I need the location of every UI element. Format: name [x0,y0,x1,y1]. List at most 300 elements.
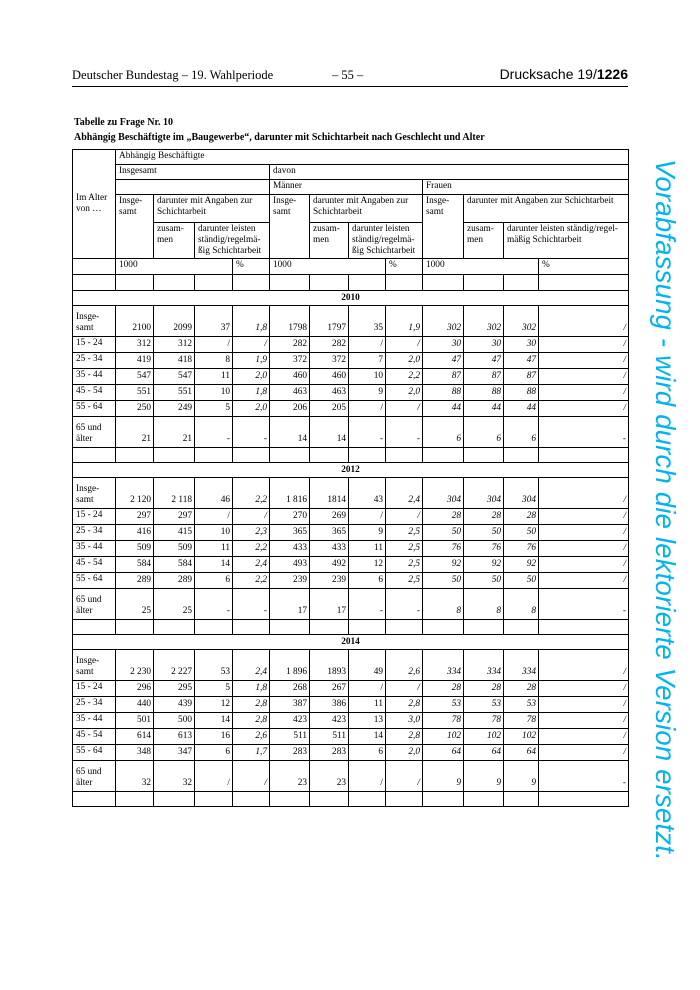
table-cell: 283 [310,745,349,761]
table-cell: 492 [310,557,349,573]
table-cell: 423 [270,713,310,729]
table-row [73,713,629,729]
table-cell: 289 [116,573,154,589]
table-cell: / [539,729,629,745]
table-cell: 304 [464,478,504,509]
table-cell: 2,5 [386,557,423,573]
table-cell: 64 [504,745,539,761]
age-group-label: Insge-samt [73,478,116,509]
table-cell: 9 [349,385,386,401]
frauen-leisten-header: darunter leisten ständig/regel-mäßig Schichtarbeit [504,223,629,259]
table-cell: 551 [116,385,154,401]
table-cell: 50 [464,525,504,541]
table-cell: 584 [116,557,154,573]
table-cell: 28 [464,681,504,697]
table-cell: 92 [423,557,464,573]
table-cell: 9 [504,761,539,792]
table-cell: - [349,417,386,448]
table-cell: 25 [154,589,195,620]
table-cell: 53 [423,697,464,713]
table-cell: 43 [349,478,386,509]
frauen-schicht-header: darunter mit Angaben zur Schichtarbeit [464,195,629,223]
insgesamt-group-header: Insgesamt [116,165,270,180]
table-cell: - [539,417,629,448]
table-cell: 6 [464,417,504,448]
frauen-total-header: Insge-samt [423,195,464,259]
table-row [73,681,629,697]
table-cell: 14 [195,557,233,573]
table-cell: 30 [423,337,464,353]
drucksache-id: 1226 [596,66,628,82]
table-cell: / [195,761,233,792]
table-cell: 21 [116,417,154,448]
age-group-label: 35 - 44 [73,541,116,557]
table-cell: 2,8 [386,729,423,745]
table-cell: 9 [464,761,504,792]
table-cell: 102 [504,729,539,745]
table-cell: / [233,509,270,525]
page-number: – 55 – [332,68,364,82]
age-column-header: Im Alter von … [73,150,116,259]
table-cell: / [386,509,423,525]
table-cell: 460 [270,369,310,385]
table-cell: 49 [349,650,386,681]
spacer-row [73,275,629,291]
table-cell: 547 [116,369,154,385]
table-cell: 2099 [154,306,195,337]
table-cell: 10 [349,369,386,385]
table-cell: 282 [310,337,349,353]
table-cell: / [539,478,629,509]
unit-maenner-1000: 1000 [270,259,386,275]
davon-header: davon [270,165,629,180]
table-cell: 433 [310,541,349,557]
table-cell: / [539,337,629,353]
table-cell: - [233,417,270,448]
table-cell: 2100 [116,306,154,337]
table-cell: / [539,353,629,369]
drucksache-number [500,66,628,82]
table-cell: 5 [195,681,233,697]
table-cell: 78 [464,713,504,729]
table-cell: 493 [270,557,310,573]
table-cell: / [539,369,629,385]
table-cell: 2,4 [386,478,423,509]
table-cell: - [386,589,423,620]
table-cell: / [539,306,629,337]
frauen-header: Frauen [423,180,629,195]
table-cell: 372 [270,353,310,369]
age-group-label: 55 - 64 [73,745,116,761]
table-cell: 53 [504,697,539,713]
table-cell: 509 [116,541,154,557]
table-cell: 283 [270,745,310,761]
table-cell: 102 [464,729,504,745]
table-cell: 78 [423,713,464,729]
table-cell: 312 [154,337,195,353]
insgesamt-group-spacer [116,180,270,195]
table-cell: 2,8 [233,697,270,713]
table-cell: 2,6 [233,729,270,745]
age-group-label: 65 und älter [73,761,116,792]
table-row [73,589,629,620]
table-cell: 1798 [270,306,310,337]
table-cell: 511 [270,729,310,745]
watermark-text: Vorabfassung - wird durch die lektorierte Version ersetzt. [650,159,681,861]
table-cell: / [386,681,423,697]
age-group-label: 15 - 24 [73,337,116,353]
table-cell: 1 896 [270,650,310,681]
table-cell: 372 [310,353,349,369]
table-cell: 44 [423,401,464,417]
table-cell: 87 [464,369,504,385]
table-cell: - [195,417,233,448]
table-row [73,541,629,557]
draft-watermark [640,100,690,920]
table-cell: 23 [270,761,310,792]
table-cell: - [539,589,629,620]
age-group-label: 45 - 54 [73,385,116,401]
table-cell: - [539,761,629,792]
table-cell: 205 [310,401,349,417]
table-cell: 2 120 [116,478,154,509]
table-cell: 78 [504,713,539,729]
table-cell: 423 [310,713,349,729]
table-cell: 44 [464,401,504,417]
table-cell: 28 [423,509,464,525]
table-cell: 2,2 [233,573,270,589]
table-cell: 2,8 [386,697,423,713]
table-cell: 547 [154,369,195,385]
insgesamt-schicht-header: darunter mit Angaben zur Schichtarbeit [154,195,270,223]
table-cell: 76 [423,541,464,557]
insgesamt-leisten-header: darunter leisten ständig/regelmä-ßig Schichtarbeit [195,223,270,259]
table-cell: 365 [310,525,349,541]
table-cell: 1,9 [386,306,423,337]
table-cell: - [386,417,423,448]
table-cell: 11 [195,541,233,557]
table-cell: 1,7 [233,745,270,761]
table-cell: 6 [195,573,233,589]
table-cell: / [539,509,629,525]
table-cell: 267 [310,681,349,697]
year-label: 2010 [73,291,629,306]
table-cell: 334 [504,650,539,681]
table-cell: / [539,681,629,697]
year-row [73,291,629,306]
table-cell: 11 [349,541,386,557]
drucksache-prefix: 19/ [577,66,597,82]
table-cell: 46 [195,478,233,509]
table-row [73,369,629,385]
table-row [73,761,629,792]
table-cell: 304 [423,478,464,509]
table-cell: 14 [349,729,386,745]
table-cell: 2,2 [233,478,270,509]
table-cell: 614 [116,729,154,745]
table-cell: 12 [195,697,233,713]
table-cell: 87 [504,369,539,385]
table-cell: / [349,509,386,525]
table-cell: 295 [154,681,195,697]
table-cell: 44 [504,401,539,417]
table-cell: 9 [349,525,386,541]
table-cell: / [539,745,629,761]
table-cell: 13 [349,713,386,729]
table-cell: 460 [310,369,349,385]
table-cell: 88 [464,385,504,401]
unit-frauen-pct: % [539,259,629,275]
table-cell: 7 [349,353,386,369]
table-cell: 87 [423,369,464,385]
table-cell: 302 [464,306,504,337]
table-cell: 2,0 [386,745,423,761]
table-cell: 304 [504,478,539,509]
table-cell: 8 [423,589,464,620]
table-cell: 296 [116,681,154,697]
table-cell: 8 [195,353,233,369]
table-cell: / [539,525,629,541]
table-cell: 439 [154,697,195,713]
table-cell: 289 [154,573,195,589]
page-header [72,66,628,87]
table-cell: 1,8 [233,306,270,337]
table-cell: 30 [464,337,504,353]
table-cell: 32 [116,761,154,792]
table-cell: 2,5 [386,573,423,589]
table-row [73,509,629,525]
table-row [73,729,629,745]
table-cell: 47 [423,353,464,369]
table-cell: 501 [116,713,154,729]
table-row [73,650,629,681]
table-cell: 5 [195,401,233,417]
table-caption-subtitle: Abhängig Beschäftigte im „Baugewerbe“, darunter mit Schichtarbeit nach Geschlecht und Alter [74,132,485,143]
table-row [73,525,629,541]
table-cell: 387 [270,697,310,713]
table-cell: 1814 [310,478,349,509]
age-group-label: 25 - 34 [73,697,116,713]
table-cell: 102 [423,729,464,745]
spacer-row [73,620,629,635]
table-cell: 348 [116,745,154,761]
table-cell: / [539,385,629,401]
table-cell: 76 [464,541,504,557]
table-cell: 2 118 [154,478,195,509]
table-cell: 334 [464,650,504,681]
year-label: 2012 [73,463,629,478]
table-cell: 2,5 [386,525,423,541]
table-cell: 270 [270,509,310,525]
table-cell: 6 [349,573,386,589]
table-cell: 50 [423,525,464,541]
table-cell: 239 [270,573,310,589]
age-group-label: 25 - 34 [73,353,116,369]
table-cell: 416 [116,525,154,541]
table-cell: 584 [154,557,195,573]
unit-maenner-pct: % [386,259,423,275]
table-cell: 53 [195,650,233,681]
table-row [73,417,629,448]
table-cell: 28 [464,509,504,525]
table-cell: 11 [195,369,233,385]
table-cell: 269 [310,509,349,525]
table-cell: 302 [504,306,539,337]
header-publication: Deutscher Bundestag – 19. Wahlperiode [72,68,274,82]
insgesamt-zusammen-header: zusam-men [154,223,195,259]
table-cell: 8 [464,589,504,620]
table-row [73,401,629,417]
unit-insgesamt-pct: % [233,259,270,275]
table-cell: 302 [423,306,464,337]
table-cell: 6 [423,417,464,448]
table-cell: 1,9 [233,353,270,369]
table-cell: - [233,589,270,620]
table-cell: 268 [270,681,310,697]
table-cell: 3,0 [386,713,423,729]
table-cell: 28 [423,681,464,697]
age-group-label: 65 und älter [73,417,116,448]
table-cell: / [539,401,629,417]
table-cell: 2 227 [154,650,195,681]
table-row [73,557,629,573]
table-cell: 463 [310,385,349,401]
spacer-row [73,448,629,463]
table-cell: 2,2 [233,541,270,557]
table-cell: 415 [154,525,195,541]
age-group-label: 45 - 54 [73,557,116,573]
table-cell: 23 [310,761,349,792]
table-cell: 2,0 [233,401,270,417]
table-cell: 35 [349,306,386,337]
table-cell: 10 [195,385,233,401]
table-cell: 2,5 [386,541,423,557]
table-cell: 88 [423,385,464,401]
table-row [73,353,629,369]
table-cell: 511 [310,729,349,745]
table-cell: 312 [116,337,154,353]
table-cell: 30 [504,337,539,353]
table-cell: / [539,573,629,589]
table-cell: 250 [116,401,154,417]
table-cell: / [539,557,629,573]
table-cell: 6 [349,745,386,761]
table-cell: / [539,541,629,557]
age-group-label: 45 - 54 [73,729,116,745]
table-cell: 1,8 [233,681,270,697]
table-row [73,573,629,589]
table-cell: 509 [154,541,195,557]
frauen-zusammen-header: zusam-men [464,223,504,259]
table-cell: / [386,401,423,417]
table-cell: 418 [154,353,195,369]
age-group-label: 35 - 44 [73,369,116,385]
table-cell: / [233,761,270,792]
table-cell: 419 [116,353,154,369]
table-cell: 334 [423,650,464,681]
table-cell: 10 [195,525,233,541]
maenner-zusammen-header: zusam-men [310,223,349,259]
table-cell: / [349,401,386,417]
table-cell: 2,6 [386,650,423,681]
table-cell: / [386,761,423,792]
maenner-schicht-header: darunter mit Angaben zur Schichtarbeit [310,195,423,223]
table-cell: 17 [310,589,349,620]
table-cell: 11 [349,697,386,713]
maenner-header: Männer [270,180,423,195]
table-cell: 92 [464,557,504,573]
table-cell: 463 [270,385,310,401]
age-group-label: 35 - 44 [73,713,116,729]
table-cell: 17 [270,589,310,620]
table-cell: 47 [504,353,539,369]
table-cell: 1 816 [270,478,310,509]
table-cell: 64 [464,745,504,761]
table-cell: 53 [464,697,504,713]
table-cell: 433 [270,541,310,557]
table-cell: 1893 [310,650,349,681]
table-cell: / [195,337,233,353]
table-cell: 14 [310,417,349,448]
table-cell: 37 [195,306,233,337]
drucksache-label: Drucksache [499,66,574,82]
table-row [73,385,629,401]
table-cell: 25 [116,589,154,620]
age-group-label: Insge-samt [73,306,116,337]
table-cell: 6 [504,417,539,448]
spacer-row [73,792,629,807]
table-cell: 28 [504,681,539,697]
table-cell: 2,4 [233,650,270,681]
table-cell: 2,3 [233,525,270,541]
table-row [73,745,629,761]
table-cell: 88 [504,385,539,401]
age-group-label: 25 - 34 [73,525,116,541]
table-cell: 92 [504,557,539,573]
table-cell: 21 [154,417,195,448]
unit-insgesamt-1000: 1000 [116,259,233,275]
table-cell: - [349,589,386,620]
table-cell: 386 [310,697,349,713]
table-cell: 2,4 [233,557,270,573]
abhaengig-header: Abhängig Beschäftigte [116,150,629,165]
table-cell: / [539,650,629,681]
table-cell: 500 [154,713,195,729]
age-group-label: Insge-samt [73,650,116,681]
table-cell: / [195,509,233,525]
table-row [73,697,629,713]
table-cell: / [349,761,386,792]
age-group-label: 15 - 24 [73,681,116,697]
table-cell: 1797 [310,306,349,337]
table-caption-title: Tabelle zu Frage Nr. 10 [74,117,173,128]
table-cell: 551 [154,385,195,401]
year-row [73,635,629,650]
unit-spacer [73,259,116,275]
unit-frauen-1000: 1000 [423,259,539,275]
data-table [72,149,629,807]
table-cell: / [349,337,386,353]
table-cell: 8 [504,589,539,620]
table-cell: / [349,681,386,697]
table-cell: 47 [464,353,504,369]
table-cell: 9 [423,761,464,792]
age-group-label: 55 - 64 [73,401,116,417]
table-cell: 1,8 [233,385,270,401]
table-row [73,478,629,509]
table-row [73,337,629,353]
table-cell: 6 [195,745,233,761]
